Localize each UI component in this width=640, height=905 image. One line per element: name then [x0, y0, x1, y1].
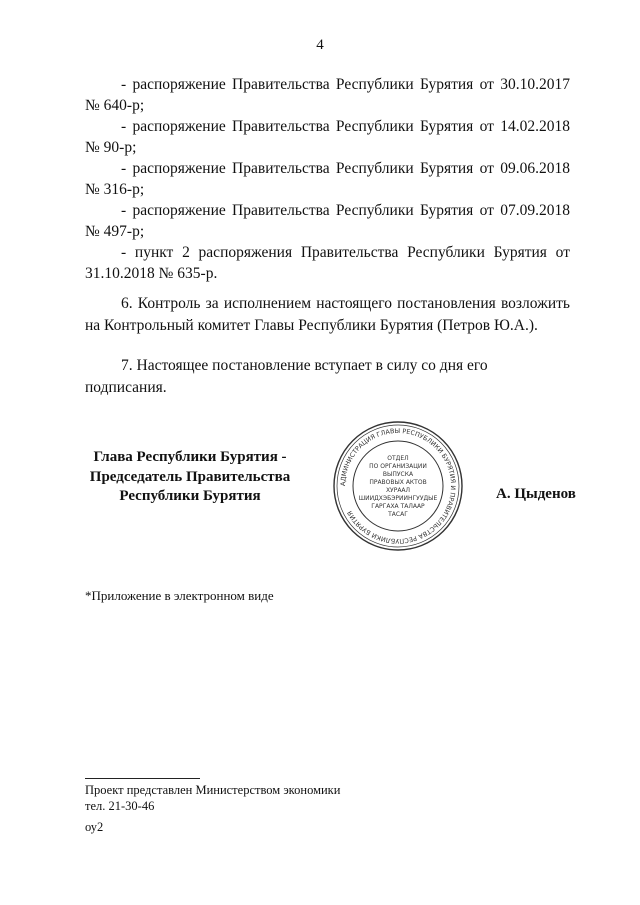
signatory-title-line: Республики Бурятия	[119, 488, 261, 504]
stamp-center-line: ПО ОРГАНИЗАЦИИ	[369, 463, 427, 470]
footer-phone: тел. 21-30-46	[85, 799, 155, 813]
signatory-title	[70, 448, 310, 507]
list-item-continuation: № 497-р;	[85, 223, 145, 240]
list-item-line: - распоряжение Правительства Республики Бурятия от 14.02.2018	[121, 118, 570, 135]
stamp-outer-ring-inner	[337, 425, 459, 547]
signatory-title-line: Председатель Правительства	[89, 468, 291, 485]
paragraph-control: 6. Контроль за исполнением настоящего постановления возложить на Контрольный комитет Главы Республики Бурятия (Петров Ю.А.).	[85, 295, 570, 334]
list-item-line: - пункт 2 распоряжения Правительства Республики Бурятия от	[121, 244, 570, 261]
stamp-center-line: ТАСАГ	[388, 511, 408, 518]
list-item	[85, 74, 570, 116]
list-item	[85, 158, 570, 200]
list-item-line: - распоряжение Правительства Республики Бурятия от 09.06.2018	[121, 160, 570, 177]
page-number: 4	[316, 37, 324, 53]
stamp-center-line: ХУРААЛ	[385, 487, 411, 494]
list-item-continuation: 31.10.2018 № 635-р.	[85, 265, 218, 282]
stamp-center-line: ВЫПУСКА	[382, 471, 414, 478]
stamp-center-line: ГАРГАХА ТАЛААР	[371, 503, 425, 510]
signatory-title-line: Глава Республики Бурятия -	[93, 449, 287, 465]
list-item-continuation: № 316-р;	[85, 181, 145, 198]
stamp-ring-text: АДМИНИСТРАЦИЯ ГЛАВЫ РЕСПУБЛИКИ БУРЯТИЯ И ПРАВИТЕЛЬСТВА РЕСПУБЛИКИ БУРЯТИЯ	[338, 426, 458, 546]
list-item-continuation: № 90-р;	[85, 139, 137, 156]
stamp-center-line: ПРАВОВЫХ АКТОВ	[369, 479, 427, 486]
stamp-center-line: ОТДЕЛ	[387, 455, 409, 462]
amendments-list	[85, 74, 570, 284]
stamp-center-line: ШИИДХЭБЭРИИНГУУДЫЕ	[358, 495, 438, 502]
footer-divider	[85, 778, 200, 779]
appendix-note: *Приложение в электронном виде	[85, 588, 274, 603]
paragraph-effective-date: 7. Настоящее постановление вступает в силу со дня его подписания.	[85, 357, 488, 396]
list-item-continuation: № 640-р;	[85, 97, 145, 114]
list-item	[85, 242, 570, 284]
signatory-name: А. Цыденов	[496, 486, 576, 502]
list-item-line: - распоряжение Правительства Республики Бурятия от 07.09.2018	[121, 202, 570, 219]
footer-code: оу2	[85, 820, 104, 834]
official-stamp	[332, 420, 464, 552]
list-item	[85, 116, 570, 158]
footer-submitted-by: Проект представлен Министерством экономики	[85, 783, 341, 797]
list-item	[85, 200, 570, 242]
list-item-line: - распоряжение Правительства Республики Бурятия от 30.10.2017	[121, 76, 570, 93]
